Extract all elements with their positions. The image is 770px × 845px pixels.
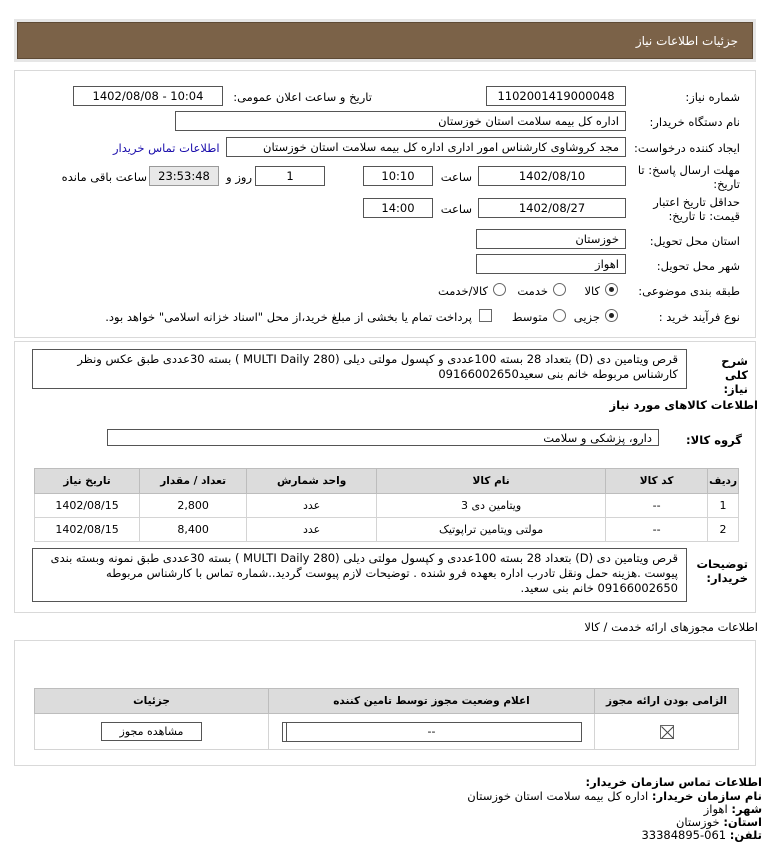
process-radio-medium[interactable] [553,308,566,322]
category-option-goods: کالا [584,284,600,298]
page-header [17,22,753,59]
col-license-details: جزئیات [35,689,269,714]
reply-time-field: 10:10 [363,166,433,186]
validity-time-label: ساعت [440,202,472,216]
cell-date: 1402/08/15 [35,494,140,518]
goods-table [34,468,739,542]
need-number-label: شماره نیاز: [685,90,740,104]
contact-city-value: اهواز [703,802,728,816]
col-row: ردیف [708,469,739,494]
table-row [35,494,739,518]
validity-time-field: 14:00 [363,198,433,218]
license-status-select[interactable] [282,722,582,742]
process-label: نوع فرآیند خرید : [658,310,740,324]
col-license-required: الزامی بودن ارائه مجوز [595,689,739,714]
announce-field: 1402/08/08 - 10:04 [73,86,223,106]
cell-unit: عدد [247,494,377,518]
remaining-time-label: ساعت باقی مانده [61,170,147,184]
contact-phone [641,829,762,842]
contact-phone-label: تلفن: [729,828,762,842]
cell-date: 1402/08/15 [35,518,140,542]
cell-code: -- [606,518,708,542]
validity-date-field: 1402/08/27 [478,198,626,218]
buyer-notes-text: قرص ویتامین دی (D) بتعداد 28 بسته 100عددی و کپسول مولتی دیلی (MULTI Daily 280 ) بسته 30عددی طبق نمونه وبسته بندی پیوست .هزینه حمل ونقل تادرب اداره بعهده فرو شنده . توضیحات لازم پیوست گردید..شماره تماس با کارشناس مربوطه 09166002650 خانم بنی سعید. [32,548,687,602]
buyer-org-field: اداره کل بیمه سلامت استان خوزستان [175,111,626,131]
cell-qty: 2,800 [140,494,247,518]
goods-group-field: دارو، پزشکی و سلامت [107,429,659,446]
licenses-table [34,688,739,750]
city-field: اهواز [476,254,626,274]
contact-org-label: نام سازمان خریدار: [651,789,762,803]
city-label: شهر محل تحویل: [656,259,740,273]
contact-city-label: شهر: [731,802,762,816]
treasury-checkbox[interactable] [479,308,492,322]
province-field: خوزستان [476,229,626,249]
creator-field: مجد کروشاوی کارشناس امور اداری اداره کل بیمه سلامت استان خوزستان [226,137,626,157]
buyer-contact-link[interactable]: اطلاعات تماس خریدار [113,141,220,155]
col-code: کد کالا [606,469,708,494]
col-license-status: اعلام وضعیت مجوز توسط تامین کننده [269,689,595,714]
table-row [35,714,739,750]
category-option-both: کالا/خدمت [437,284,488,298]
summary-label: شرح کلی نیاز: [721,354,748,396]
category-radio-goods[interactable] [605,282,618,296]
col-date: تاریخ نیاز [35,469,140,494]
reply-deadline-label: مهلت ارسال پاسخ: تا [637,163,740,177]
cell-name: مولتی ویتامین تراپوتیک [377,518,606,542]
reply-date-field: 1402/08/10 [478,166,626,186]
province-label: استان محل تحویل: [649,234,740,248]
cell-code: -- [606,494,708,518]
remaining-time-field: 23:53:48 [149,166,219,186]
announce-label: تاریخ و ساعت اعلان عمومی: [233,90,372,104]
reply-deadline-label-2: تاریخ: [713,177,740,191]
required-checkbox[interactable] [660,725,674,739]
goods-section-title: اطلاعات کالاهای مورد نیاز [609,398,758,412]
col-unit: واحد شمارش [247,469,377,494]
contact-province-label: استان: [723,815,762,829]
contact-phone-value: 061-33384895 [641,828,727,842]
payment-note: پرداخت تمام یا بخشی از مبلغ خرید،از محل "اسناد خزانه اسلامی" خواهد بود. [105,310,472,324]
process-radio-minor[interactable] [605,308,618,322]
process-option-minor: جزیی [573,310,600,324]
cell-unit: عدد [247,518,377,542]
validity-label-2: قیمت: تا تاریخ: [668,209,740,223]
contact-province-value: خوزستان [675,815,720,829]
goods-table-header [35,469,739,494]
need-number-field: 1102001419000048 [486,86,626,106]
licenses-section-title: اطلاعات مجوزهای ارائه خدمت / کالا [584,620,758,634]
licenses-table-header [35,689,739,714]
buyer-notes-label: توضیحات خریدار: [696,557,748,585]
goods-group-label: گروه کالا: [686,433,742,447]
remaining-days-field: 1 [255,166,325,186]
contact-org-value: اداره کل بیمه سلامت استان خوزستان [467,789,649,803]
col-name: نام کالا [377,469,606,494]
select-arrow-icon [283,723,287,741]
license-details-cell [35,714,269,750]
buyer-org-label: نام دستگاه خریدار: [649,115,740,129]
table-row [35,518,739,542]
process-option-medium: متوسط [511,310,548,324]
license-required-cell [595,714,739,750]
category-radio-service[interactable] [553,282,566,296]
validity-label: حداقل تاریخ اعتبار [653,195,740,209]
license-status-value: -- [427,725,436,738]
cell-name: ویتامین دی 3 [377,494,606,518]
cell-row: 2 [708,518,739,542]
page-title: جزئیات اطلاعات نیاز [635,33,738,48]
view-license-button[interactable]: مشاهده مجوز [101,722,203,741]
category-radio-both[interactable] [493,282,506,296]
cell-row: 1 [708,494,739,518]
category-label: طبقه بندی موضوعی: [638,284,740,298]
license-status-cell [269,714,595,750]
cell-qty: 8,400 [140,518,247,542]
summary-text: قرص ویتامین دی (D) بتعداد 28 بسته 100عددی و کپسول مولتی دیلی (MULTI Daily 280 ) بسته 30عددی طبق عکس ونظر کارشناس مربوطه خانم بنی سعید09166002650 [32,349,687,389]
col-qty: تعداد / مقدار [140,469,247,494]
creator-label: ایجاد کننده درخواست: [634,141,740,155]
days-label: روز و [226,170,252,184]
category-option-service: خدمت [517,284,548,298]
reply-time-label: ساعت [440,170,472,184]
contact-title: اطلاعات تماس سازمان خریدار: [585,775,762,789]
